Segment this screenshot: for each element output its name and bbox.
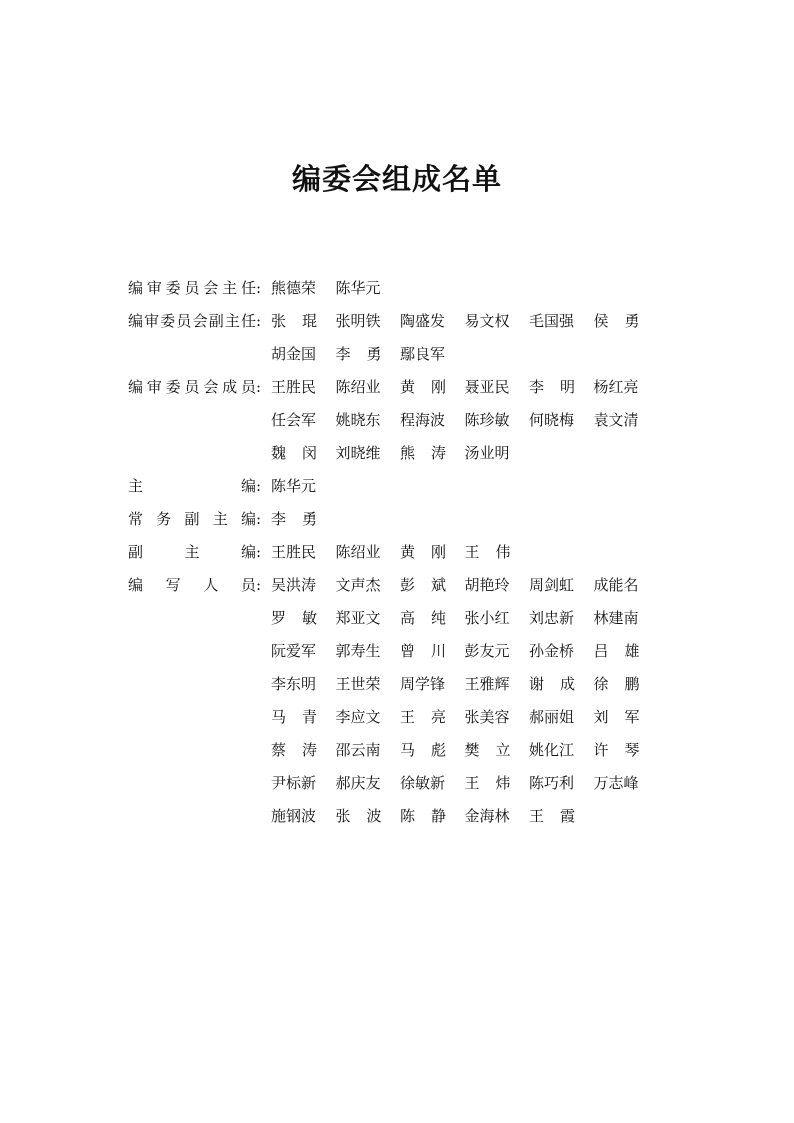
member-name: 任会军 bbox=[271, 411, 317, 429]
member-name: 郭寿生 bbox=[335, 642, 381, 660]
name-list bbox=[271, 475, 336, 496]
member-name: 吕 雄 bbox=[593, 642, 640, 660]
member-name: 王雅辉 bbox=[464, 675, 510, 693]
member-name: 郝丽姐 bbox=[529, 708, 575, 726]
member-name: 林建南 bbox=[593, 609, 639, 627]
member-name: 施钢波 bbox=[271, 807, 317, 825]
roster-row bbox=[128, 403, 668, 436]
member-name: 马 青 bbox=[271, 708, 317, 726]
name-list bbox=[271, 706, 658, 727]
role-label: 编 审 委 员 会 成 员 bbox=[128, 378, 256, 396]
roster-row bbox=[128, 304, 668, 337]
member-name: 鄢良军 bbox=[400, 345, 446, 363]
member-name: 熊 涛 bbox=[400, 444, 446, 462]
role-colon: : bbox=[256, 377, 262, 396]
name-list bbox=[271, 343, 465, 364]
role-label: 编 审 委 员 会 副 主 任 bbox=[128, 312, 256, 330]
roster-row bbox=[128, 733, 668, 766]
member-name: 陈 静 bbox=[400, 807, 446, 825]
member-name: 徐敏新 bbox=[400, 774, 446, 792]
name-list bbox=[271, 607, 658, 628]
member-name: 熊德荣 bbox=[271, 279, 317, 297]
member-name: 郑亚文 bbox=[335, 609, 381, 627]
member-name: 魏 闵 bbox=[271, 444, 317, 462]
member-name: 刘晓维 bbox=[335, 444, 381, 462]
member-name: 张美容 bbox=[464, 708, 510, 726]
roster-row bbox=[128, 436, 668, 469]
member-name: 李 明 bbox=[529, 378, 575, 396]
roster-row bbox=[128, 370, 668, 403]
member-name: 王胜民 bbox=[271, 543, 317, 561]
member-name: 王 霞 bbox=[529, 807, 575, 825]
name-list bbox=[271, 277, 400, 298]
role-colon: : bbox=[256, 476, 262, 495]
member-name: 张 波 bbox=[335, 807, 382, 825]
name-list bbox=[271, 409, 658, 430]
role-colon: : bbox=[256, 542, 262, 561]
roster-row bbox=[128, 502, 668, 535]
member-name: 王世荣 bbox=[335, 675, 381, 693]
roster-row bbox=[128, 700, 668, 733]
member-name: 姚晓东 bbox=[335, 411, 381, 429]
member-name: 马 彪 bbox=[400, 741, 446, 759]
member-name: 汤业明 bbox=[464, 444, 510, 462]
name-list bbox=[271, 640, 658, 661]
name-list bbox=[271, 805, 594, 826]
member-name: 侯 勇 bbox=[593, 312, 640, 330]
role-colon: : bbox=[256, 509, 262, 528]
member-name: 郝庆友 bbox=[335, 774, 381, 792]
member-name: 谢 成 bbox=[529, 675, 575, 693]
roster-row bbox=[128, 766, 668, 799]
member-name: 张明铁 bbox=[335, 312, 381, 330]
member-name: 袁文清 bbox=[593, 411, 639, 429]
member-name: 胡金国 bbox=[271, 345, 317, 363]
member-name: 易文权 bbox=[464, 312, 510, 330]
member-name: 孙金桥 bbox=[529, 642, 575, 660]
page-title: 编委会组成名单 bbox=[291, 162, 502, 196]
member-name: 陶盛发 bbox=[400, 312, 446, 330]
member-name: 罗 敏 bbox=[271, 609, 317, 627]
role-label: 主 编 bbox=[128, 477, 256, 495]
committee-roster bbox=[128, 271, 668, 832]
member-name: 何晓梅 bbox=[529, 411, 575, 429]
member-name: 彭 斌 bbox=[400, 576, 446, 594]
member-name: 陈珍敏 bbox=[464, 411, 510, 429]
member-name: 尹标新 bbox=[271, 774, 317, 792]
member-name: 金海林 bbox=[464, 807, 510, 825]
roster-row bbox=[128, 601, 668, 634]
member-name: 毛国强 bbox=[529, 312, 575, 330]
member-name: 陈绍业 bbox=[335, 543, 381, 561]
member-name: 彭友元 bbox=[464, 642, 510, 660]
role-label: 副 主 编 bbox=[128, 543, 256, 561]
member-name: 徐 鹏 bbox=[593, 675, 640, 693]
roster-row bbox=[128, 667, 668, 700]
name-list bbox=[271, 574, 658, 595]
role-label: 编 审 委 员 会 主 任 bbox=[128, 279, 256, 297]
member-name: 黄 刚 bbox=[400, 378, 446, 396]
roster-row bbox=[128, 337, 668, 370]
role-colon: : bbox=[256, 575, 262, 594]
roster-row bbox=[128, 535, 668, 568]
member-name: 李应文 bbox=[335, 708, 381, 726]
member-name: 王 炜 bbox=[464, 774, 511, 792]
member-name: 周剑虹 bbox=[529, 576, 575, 594]
member-name: 聂亚民 bbox=[464, 378, 510, 396]
name-list bbox=[271, 673, 658, 694]
member-name: 周学锋 bbox=[400, 675, 446, 693]
roster-row bbox=[128, 799, 668, 832]
member-name: 姚化江 bbox=[529, 741, 575, 759]
member-name: 樊 立 bbox=[464, 741, 511, 759]
member-name: 高 纯 bbox=[400, 609, 446, 627]
member-name: 陈绍业 bbox=[335, 378, 381, 396]
roster-row bbox=[128, 271, 668, 304]
member-name: 许 琴 bbox=[593, 741, 640, 759]
member-name: 胡艳玲 bbox=[464, 576, 510, 594]
member-name: 李 勇 bbox=[271, 510, 317, 528]
member-name: 李 勇 bbox=[335, 345, 382, 363]
member-name: 刘 军 bbox=[593, 708, 640, 726]
member-name: 程海波 bbox=[400, 411, 446, 429]
name-list bbox=[271, 442, 529, 463]
member-name: 王 伟 bbox=[464, 543, 511, 561]
name-list bbox=[271, 541, 529, 562]
member-name: 张 琨 bbox=[271, 312, 317, 330]
roster-row bbox=[128, 469, 668, 502]
role-colon: : bbox=[256, 278, 262, 297]
member-name: 张小红 bbox=[464, 609, 510, 627]
member-name: 吴洪涛 bbox=[271, 576, 317, 594]
member-name: 阮爱军 bbox=[271, 642, 317, 660]
member-name: 曾 川 bbox=[400, 642, 446, 660]
role-label: 常 务 副 主 编 bbox=[128, 510, 256, 528]
name-list bbox=[271, 310, 658, 331]
role-label: 编 写 人 员 bbox=[128, 576, 256, 594]
member-name: 万志峰 bbox=[593, 774, 639, 792]
member-name: 陈巧利 bbox=[529, 774, 575, 792]
roster-row bbox=[128, 634, 668, 667]
member-name: 刘忠新 bbox=[529, 609, 575, 627]
name-list bbox=[271, 508, 336, 529]
member-name: 成能名 bbox=[593, 576, 639, 594]
member-name: 李东明 bbox=[271, 675, 317, 693]
member-name: 黄 刚 bbox=[400, 543, 446, 561]
member-name: 文声杰 bbox=[335, 576, 381, 594]
name-list bbox=[271, 772, 658, 793]
name-list bbox=[271, 376, 658, 397]
member-name: 王胜民 bbox=[271, 378, 317, 396]
member-name: 陈华元 bbox=[271, 477, 317, 495]
member-name: 杨红亮 bbox=[593, 378, 639, 396]
member-name: 王 亮 bbox=[400, 708, 446, 726]
role-colon: : bbox=[256, 311, 262, 330]
name-list bbox=[271, 739, 658, 760]
member-name: 陈华元 bbox=[335, 279, 381, 297]
roster-row bbox=[128, 568, 668, 601]
member-name: 蔡 涛 bbox=[271, 741, 317, 759]
member-name: 邵云南 bbox=[335, 741, 381, 759]
